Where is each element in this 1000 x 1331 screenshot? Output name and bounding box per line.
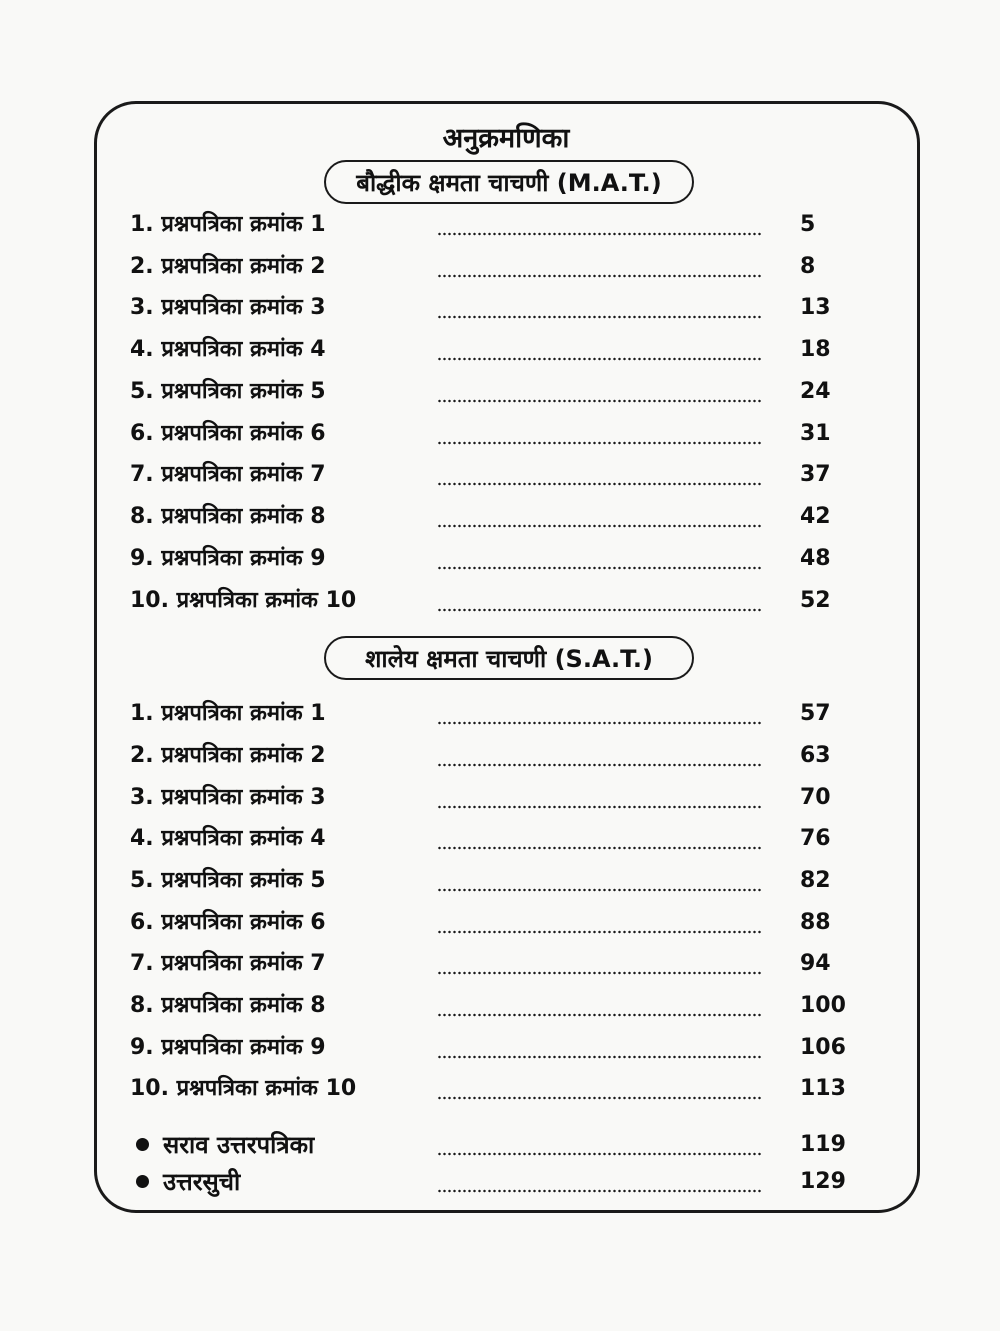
dot-leader — [437, 566, 763, 570]
page-title: अनुक्रमणिका — [442, 123, 570, 154]
toc-page-number: 119 — [800, 1132, 846, 1157]
dot-leader — [437, 315, 763, 319]
dot-leader — [437, 805, 763, 809]
dot-leader — [437, 763, 763, 767]
toc-entry-label: 7. प्रश्नपत्रिका क्रमांक 7 — [130, 462, 326, 487]
toc-entry-label: सराव उत्तरपत्रिका — [163, 1131, 315, 1159]
dot-leader — [437, 1152, 763, 1156]
toc-page-number: 82 — [800, 868, 831, 893]
dot-leader — [437, 441, 763, 445]
toc-row[interactable] — [0, 375, 1000, 415]
toc-row[interactable] — [0, 500, 1000, 540]
toc-row[interactable] — [0, 250, 1000, 290]
toc-row[interactable] — [0, 542, 1000, 582]
toc-row[interactable] — [0, 1128, 1000, 1168]
toc-row[interactable] — [0, 906, 1000, 946]
toc-page-number: 5 — [800, 212, 816, 237]
toc-row[interactable] — [0, 989, 1000, 1029]
toc-entry-label: 10. प्रश्नपत्रिका क्रमांक 10 — [130, 1076, 357, 1101]
toc-row[interactable] — [0, 333, 1000, 373]
toc-page-number: 113 — [800, 1076, 846, 1101]
toc-extra-entry — [136, 1165, 240, 1199]
toc-entry-label: 6. प्रश्नपत्रिका क्रमांक 6 — [130, 910, 326, 935]
toc-row[interactable] — [0, 739, 1000, 779]
toc-entry-label: 1. प्रश्नपत्रिका क्रमांक 1 — [130, 701, 326, 726]
dot-leader — [437, 232, 763, 236]
toc-entry-label: 5. प्रश्नपत्रिका क्रमांक 5 — [130, 379, 326, 404]
toc-page-number: 31 — [800, 421, 831, 446]
toc-entry-label: 9. प्रश्नपत्रिका क्रमांक 9 — [130, 1035, 326, 1060]
toc-entry-label: 8. प्रश्नपत्रिका क्रमांक 8 — [130, 504, 326, 529]
toc-row[interactable] — [0, 947, 1000, 987]
toc-page-number: 129 — [800, 1169, 846, 1194]
toc-page-number: 57 — [800, 701, 831, 726]
toc-entry-label: उत्तरसुची — [163, 1168, 241, 1196]
dot-leader — [437, 482, 763, 486]
bullet-icon — [136, 1138, 149, 1151]
dot-leader — [437, 1055, 763, 1059]
toc-entry-label: 9. प्रश्नपत्रिका क्रमांक 9 — [130, 546, 326, 571]
dot-leader — [437, 399, 763, 403]
toc-entry-label: 4. प्रश्नपत्रिका क्रमांक 4 — [130, 337, 326, 362]
toc-page-number: 52 — [800, 588, 831, 613]
toc-entry-label: 5. प्रश्नपत्रिका क्रमांक 5 — [130, 868, 326, 893]
dot-leader — [437, 721, 763, 725]
toc-entry-label: 3. प्रश्नपत्रिका क्रमांक 3 — [130, 295, 326, 320]
toc-page-number: 42 — [800, 504, 831, 529]
dot-leader — [437, 930, 763, 934]
dot-leader — [437, 357, 763, 361]
section-heading-mat: बौद्धीक क्षमता चाचणी (M.A.T.) — [324, 160, 694, 204]
toc-extra-entry — [136, 1128, 314, 1162]
toc-entry-label: 8. प्रश्नपत्रिका क्रमांक 8 — [130, 993, 326, 1018]
toc-page-number: 37 — [800, 462, 831, 487]
toc-page-number: 13 — [800, 295, 831, 320]
dot-leader — [437, 524, 763, 528]
toc-page-number: 24 — [800, 379, 831, 404]
toc-entry-label: 3. प्रश्नपत्रिका क्रमांक 3 — [130, 785, 326, 810]
toc-page-number: 88 — [800, 910, 831, 935]
toc-row[interactable] — [0, 1031, 1000, 1071]
toc-row[interactable] — [0, 1165, 1000, 1205]
toc-row[interactable] — [0, 208, 1000, 248]
toc-row[interactable] — [0, 864, 1000, 904]
toc-page-number: 63 — [800, 743, 831, 768]
toc-entry-label: 10. प्रश्नपत्रिका क्रमांक 10 — [130, 588, 357, 613]
toc-row[interactable] — [0, 822, 1000, 862]
toc-row[interactable] — [0, 291, 1000, 331]
toc-row[interactable] — [0, 1072, 1000, 1112]
toc-entry-label: 7. प्रश्नपत्रिका क्रमांक 7 — [130, 951, 326, 976]
dot-leader — [437, 846, 763, 850]
dot-leader — [437, 888, 763, 892]
toc-page-number: 18 — [800, 337, 831, 362]
toc-row[interactable] — [0, 697, 1000, 737]
toc-row[interactable] — [0, 417, 1000, 457]
toc-entry-label: 2. प्रश्नपत्रिका क्रमांक 2 — [130, 254, 326, 279]
toc-row[interactable] — [0, 458, 1000, 498]
toc-page-number: 8 — [800, 254, 816, 279]
toc-page-number: 100 — [800, 993, 846, 1018]
section-heading-sat: शालेय क्षमता चाचणी (S.A.T.) — [324, 636, 694, 680]
toc-entry-label: 4. प्रश्नपत्रिका क्रमांक 4 — [130, 826, 326, 851]
toc-row[interactable] — [0, 584, 1000, 624]
dot-leader — [437, 1096, 763, 1100]
dot-leader — [437, 971, 763, 975]
bullet-icon — [136, 1175, 149, 1188]
dot-leader — [437, 1013, 763, 1017]
toc-page-number: 94 — [800, 951, 831, 976]
toc-entry-label: 2. प्रश्नपत्रिका क्रमांक 2 — [130, 743, 326, 768]
toc-page-number: 76 — [800, 826, 831, 851]
toc-page-number: 70 — [800, 785, 831, 810]
toc-page-number: 106 — [800, 1035, 846, 1060]
toc-entry-label: 1. प्रश्नपत्रिका क्रमांक 1 — [130, 212, 326, 237]
dot-leader — [437, 608, 763, 612]
dot-leader — [437, 274, 763, 278]
toc-page-number: 48 — [800, 546, 831, 571]
toc-row[interactable] — [0, 781, 1000, 821]
dot-leader — [437, 1189, 763, 1193]
toc-entry-label: 6. प्रश्नपत्रिका क्रमांक 6 — [130, 421, 326, 446]
